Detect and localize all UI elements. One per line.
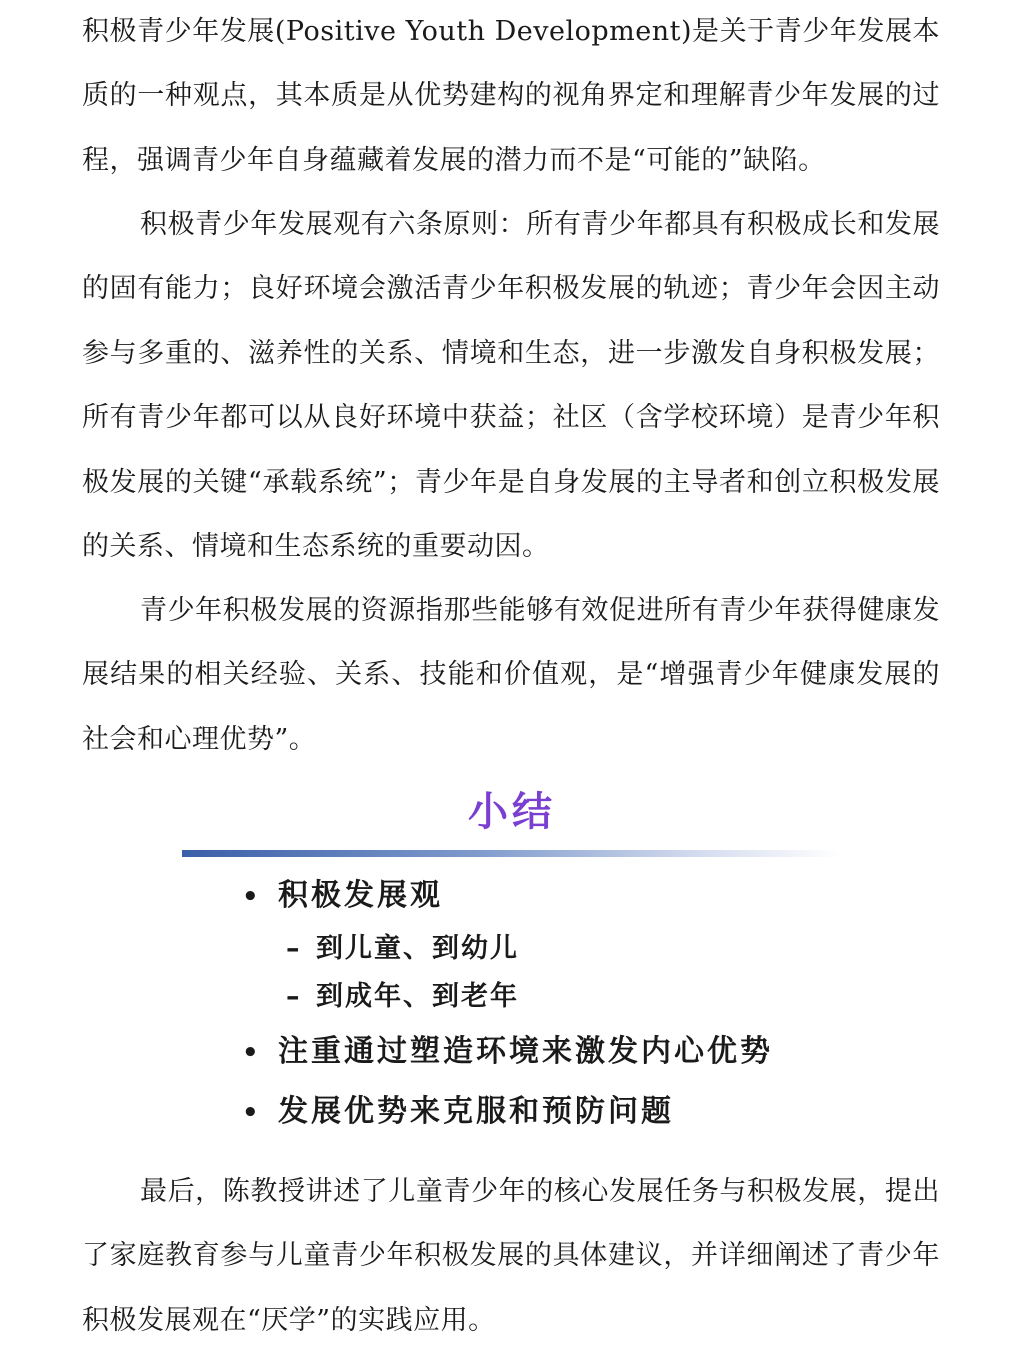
bullet-text: 注重通过塑造环境来激发内心优势 — [278, 1034, 773, 1069]
paragraph-pyd-definition: 积极青少年发展(Positive Youth Development)是关于青少年发展本质的一种观点，其本质是从优势建构的视角界定和理解青少年发展的过程，强调青少年自身蕴藏着发展的潜力而不是“可能的”缺陷。 — [82, 16, 940, 176]
bullet-dot-icon: • — [242, 1038, 262, 1068]
summary-subitem-2 — [286, 974, 519, 1013]
paragraph-six-principles: 积极青少年发展观有六条原则：所有青少年都具有积极成长和发展的固有能力；良好环境会激活青少年积极发展的轨迹；青少年会因主动参与多重的、滋养性的关系、情境和生态，进一步激发自身积极发展；所有青少年都可以从良好环境中获益；社区（含学校环境）是青少年积极发展的关键“承载系统”；青少年是自身发展的主导者和创立积极发展的关系、情境和生态系统的重要动因。 — [82, 209, 940, 563]
subitem-text: 到成年、到老年 — [316, 981, 519, 1012]
summary-slide — [182, 784, 842, 1134]
bullet-dot-icon: • — [242, 882, 262, 912]
bullet-dot-icon: • — [242, 1098, 262, 1128]
summary-subitem-1 — [286, 926, 519, 965]
summary-divider — [182, 850, 840, 857]
bullet-text: 发展优势来克服和预防问题 — [278, 1094, 674, 1129]
dash-icon: – — [286, 981, 302, 1012]
summary-bullet-3 — [242, 1086, 674, 1130]
summary-bullet-1 — [242, 870, 443, 914]
summary-bullet-2 — [242, 1026, 773, 1070]
paragraph-conclusion: 最后，陈教授讲述了儿童青少年的核心发展任务与积极发展，提出了家庭教育参与儿童青少年积极发展的具体建议，并详细阐述了青少年积极发展观在“厌学”的实践应用。 — [82, 1176, 940, 1336]
dash-icon: – — [286, 933, 302, 964]
paragraph-resources: 青少年积极发展的资源指那些能够有效促进所有青少年获得健康发展结果的相关经验、关系、技能和价值观，是“增强青少年健康发展的社会和心理优势”。 — [82, 595, 940, 755]
bullet-text: 积极发展观 — [278, 878, 443, 913]
summary-title: 小结 — [468, 789, 556, 835]
subitem-text: 到儿童、到幼儿 — [316, 933, 519, 964]
